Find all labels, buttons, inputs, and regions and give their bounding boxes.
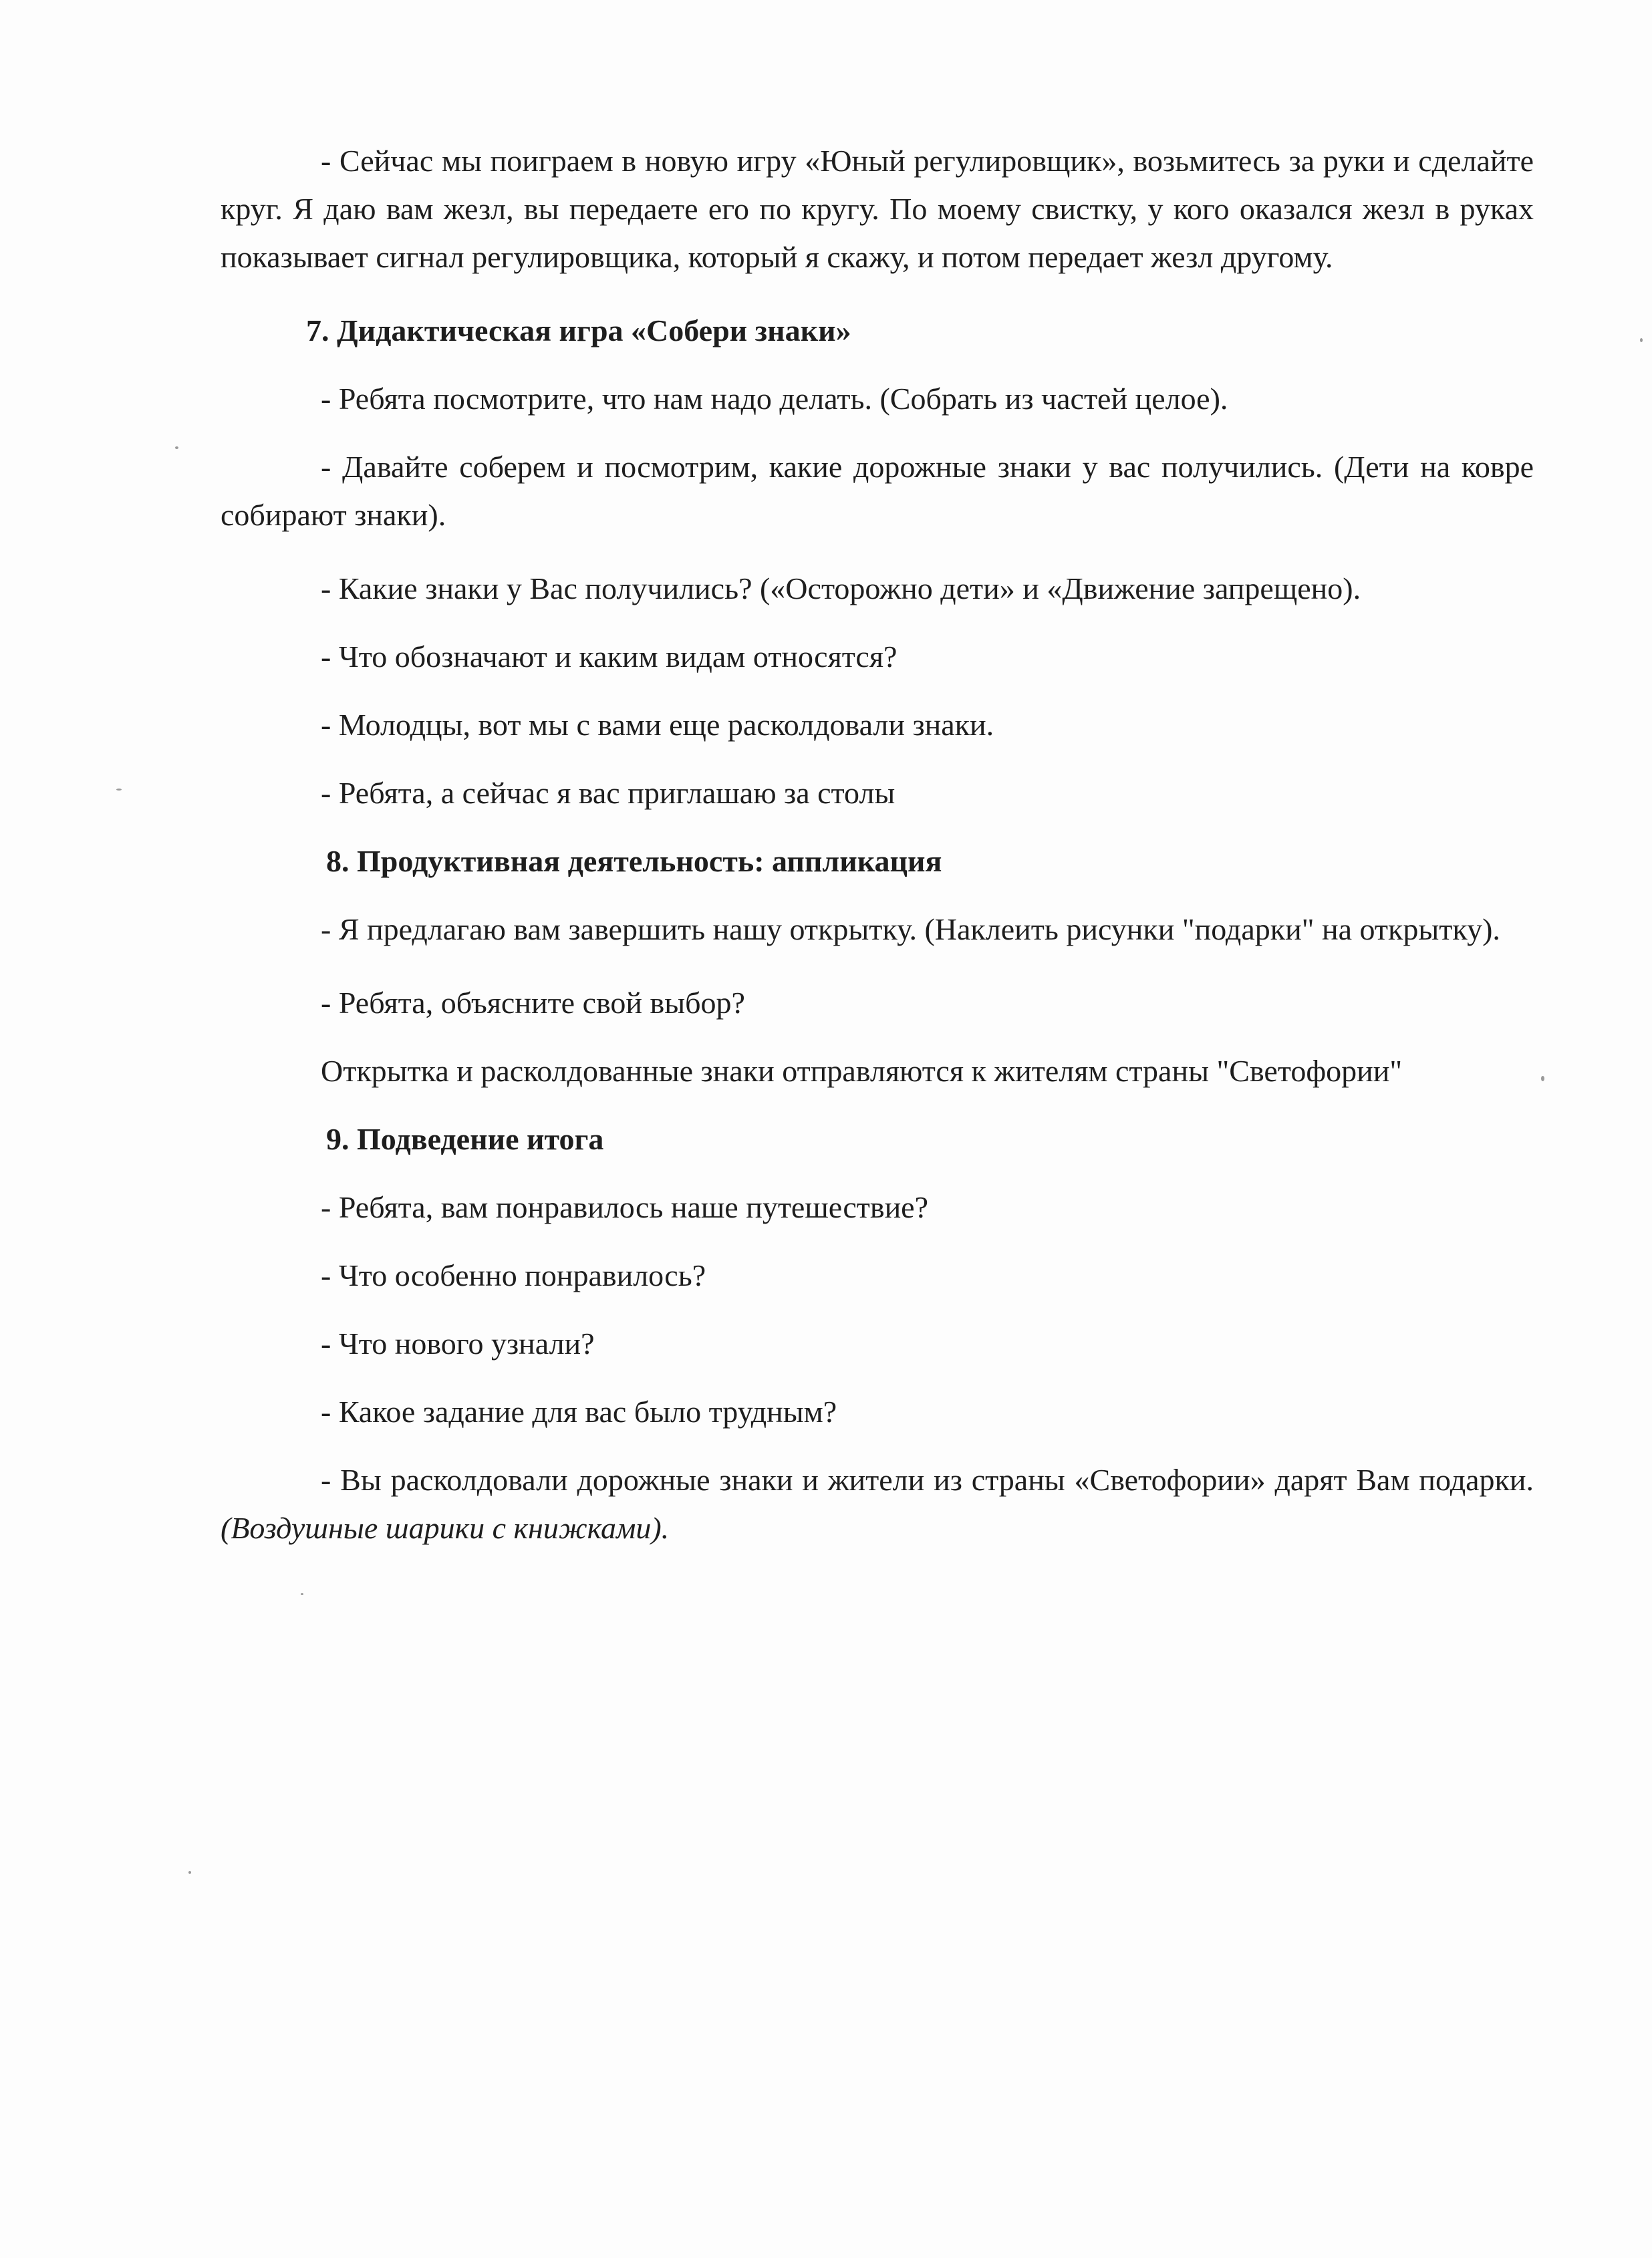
- text-line: - Ребята, вам понравилось наше путешествие?: [321, 1190, 929, 1224]
- text-line: - Какое задание для вас было трудным?: [321, 1395, 837, 1429]
- scan-speck: [1541, 1076, 1544, 1081]
- scan-speck: [188, 1871, 191, 1874]
- section-heading-7: 7. Дидактическая игра «Собери знаки»: [306, 313, 851, 347]
- closing-italic-note: (Воздушные шарики с книжками).: [221, 1511, 670, 1545]
- text-line: - Ребята, объясните свой выбор?: [321, 986, 745, 1020]
- closing-text: - Вы расколдовали дорожные знаки и жители из страны «Светофории» дарят Вам подарки.: [321, 1463, 1534, 1497]
- text-line: - Ребята, а сейчас я вас приглашаю за столы: [321, 776, 896, 810]
- text-line: - Какие знаки у Вас получились? («Осторожно дети» и «Движение запрещено).: [321, 571, 1361, 605]
- text-line: - Ребята посмотрите, что нам надо делать. (Собрать из частей целое).: [321, 382, 1228, 416]
- document-body: [221, 137, 1534, 1552]
- scan-speck: [175, 446, 178, 449]
- section-heading-8: 8. Продуктивная деятельность: аппликация: [326, 844, 942, 878]
- section-heading-9: 9. Подведение итога: [326, 1122, 604, 1156]
- paragraph-closing: [221, 1456, 1534, 1552]
- paragraph-text: - Давайте соберем и посмотрим, какие дорожные знаки у вас получились. (Дети на ковре собирают знаки).: [221, 450, 1534, 532]
- text-line: Открытка и расколдованные знаки отправляются к жителям страны "Светофории": [321, 1054, 1403, 1088]
- paragraph-text: - Я предлагаю вам завершить нашу открытку. (Наклеить рисунки "подарки" на открытку).: [321, 912, 1500, 946]
- scan-speck: [301, 1593, 303, 1595]
- scan-speck: [116, 789, 122, 791]
- paragraph-game-instructions: - Сейчас мы поиграем в новую игру «Юный регулировщик», возьмитесь за руки и сделайте круг. Я даю вам жезл, вы передаете его по кругу. По моему свистку, у кого оказался жезл в руках показывает сигнал регулировщика, который я скажу, и потом передает жезл другому.: [221, 144, 1534, 274]
- text-line: - Что особенно понравилось?: [321, 1258, 706, 1292]
- text-line: - Молодцы, вот мы с вами еще расколдовали знаки.: [321, 708, 994, 742]
- scan-speck: [1640, 338, 1643, 342]
- text-line: - Что обозначают и каким видам относятся?: [321, 640, 898, 674]
- text-line: - Что нового узнали?: [321, 1326, 595, 1361]
